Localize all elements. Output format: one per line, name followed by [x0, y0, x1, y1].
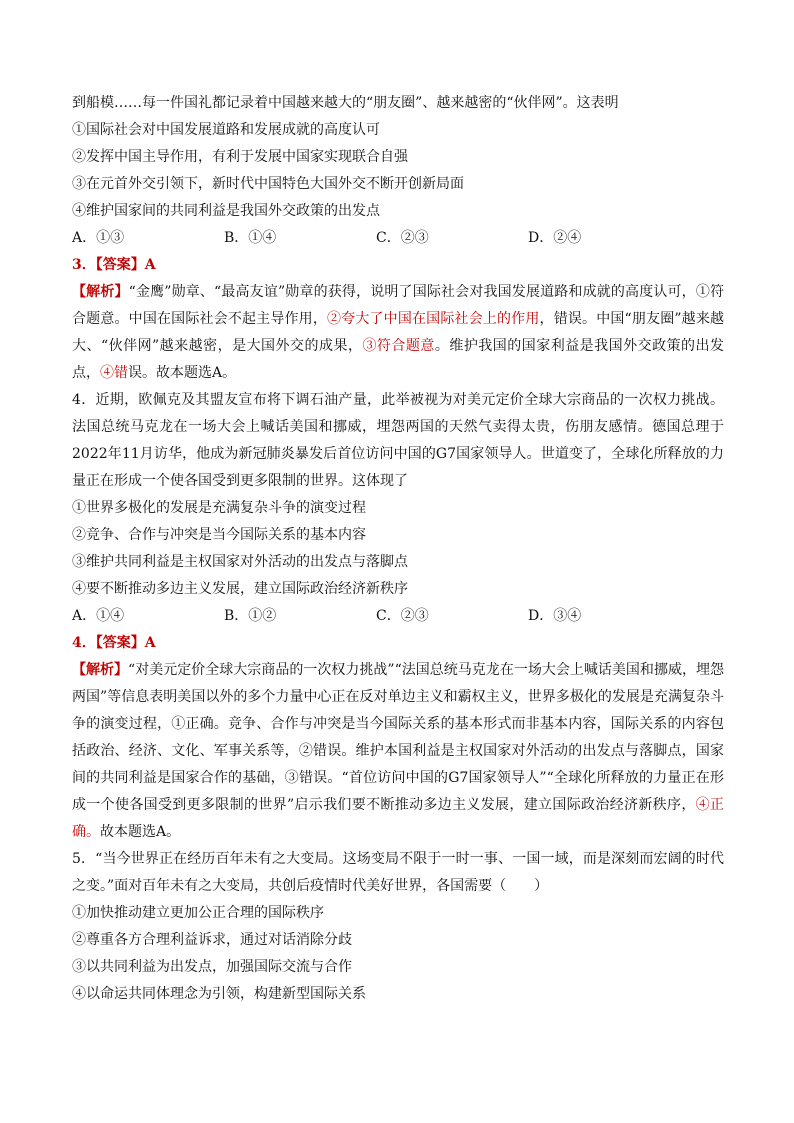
- explanation-text: ，错误。中国“朋友圈”越来越大、“伙伴网”越来越密，是大国外交的成果，: [72, 311, 725, 354]
- explanation-text: “金鹰”勋章、“最高友谊”勋章的获得，说明了国际社会对我国发展道路和成就的高度认可，①符合题意。中国在国际社会不起主导作用，: [72, 284, 725, 327]
- answer-3-explanation: [72, 279, 724, 387]
- option-c: C．②③: [376, 230, 429, 246]
- option-c: C．②③: [376, 608, 429, 624]
- option-a: A．①③: [72, 230, 125, 246]
- explanation-text: “对美元定价全球大宗商品的一次权力挑战”“法国总统马克龙在一场大会上喊话美国和挪威，埋怨两国”等信息表明美国以外的多个力量中心正在反对单边主义和霸权主义，世界多极化的发展是充满复杂斗争的演变过程，①正确。竞争、合作与冲突是当今国际关系的基本形式而非基本内容，国际关系的内容包括政治、经济、文化、军事关系等，②错误。维护本国利益是主权国家对外活动的出发点与落脚点，国家间的共同利益是国家合作的基础，③错误。“首位访问中国的G7国家领导人”“全球化所释放的力量正在形成一个使各国受到更多限制的世界”启示我们要不断推动多边主义发展，建立国际政治经济新秩序，: [72, 662, 724, 813]
- question-4-options: [72, 603, 724, 630]
- explanation-highlight: ②夸大了中国在国际社会上的作用: [327, 311, 540, 327]
- question-5-item-3: ③以共同利益为出发点，加强国际交流与合作: [72, 959, 352, 975]
- explanation-highlight: ③符合题意: [362, 338, 435, 354]
- question-5-item-4: ④以命运共同体理念为引领，构建新型国际关系: [72, 986, 366, 1002]
- explanation-text: 故本题选A。: [100, 824, 181, 840]
- answer-4-heading: 4．【答案】A: [72, 635, 156, 651]
- answer-4-explanation: [72, 657, 724, 846]
- explanation-highlight: ④错: [100, 365, 128, 381]
- question-2-item-4: ④维护国家间的共同利益是我国外交政策的出发点: [72, 203, 380, 219]
- question-2-item-3: ③在元首外交引领下，新时代中国特色大国外交不断开创新局面: [72, 176, 464, 192]
- question-4-stem: 4．近期，欧佩克及其盟友宣布将下调石油产量，此举被视为对美元定价全球大宗商品的一次权力挑战。法国总统马克龙在一场大会上喊话美国和挪威，埋怨两国的天然气卖得太贵，伤朋友感情。德国总理于2022年11月访华，他成为新冠肺炎暴发后首位访问中国的G7国家领导人。世道变了，全球化所释放的力量正在形成一个使各国受到更多限制的世界。这体现了: [72, 392, 724, 489]
- question-4-item-1: ①世界多极化的发展是充满复杂斗争的演变过程: [72, 500, 366, 516]
- option-b: B．①④: [224, 230, 277, 246]
- explanation-tag: 【解析】: [72, 662, 129, 678]
- option-d: D．②④: [528, 230, 582, 246]
- question-4-item-2: ②竞争、合作与冲突是当今国际关系的基本内容: [72, 527, 366, 543]
- explanation-text: 误。故本题选A。: [128, 365, 237, 381]
- question-4-item-4: ④要不断推动多边主义发展，建立国际政治经济新秩序: [72, 581, 408, 597]
- explanation-text: 。维护我国的国家利益是我国外交政策的出发点，: [72, 338, 725, 381]
- explanation-tag: 【解析】: [72, 284, 129, 300]
- answer-3-heading: 3．【答案】A: [72, 257, 156, 273]
- question-4-item-3: ③维护共同利益是主权国家对外活动的出发点与落脚点: [72, 554, 408, 570]
- question-2-item-2: ②发挥中国主导作用，有利于发展中国家实现联合自强: [72, 149, 408, 165]
- question-5-item-2: ②尊重各方合理利益诉求，通过对话消除分歧: [72, 932, 352, 948]
- explanation-highlight: ④正确。: [72, 797, 725, 840]
- question-5-item-1: ①加快推动建立更加公正合理的国际秩序: [72, 905, 324, 921]
- option-d: D．③④: [528, 608, 582, 624]
- document-page: [72, 90, 724, 1008]
- question-2-options: [72, 225, 724, 252]
- option-a: A．①④: [72, 608, 125, 624]
- question-2-stem-tail: 到船模……每一件国礼都记录着中国越来越大的“朋友圈”、越来越密的“伙伴网”。这表明: [72, 95, 619, 111]
- option-b: B．①②: [224, 608, 277, 624]
- question-2-item-1: ①国际社会对中国发展道路和发展成就的高度认可: [72, 122, 380, 138]
- question-5-stem: 5．“当今世界正在经历百年未有之大变局。这场变局不限于一时一事、一国一域，而是深刻而宏阔的时代之变。”面对百年未有之大变局，共创后疫情时代美好世界，各国需要（ ）: [72, 851, 724, 894]
